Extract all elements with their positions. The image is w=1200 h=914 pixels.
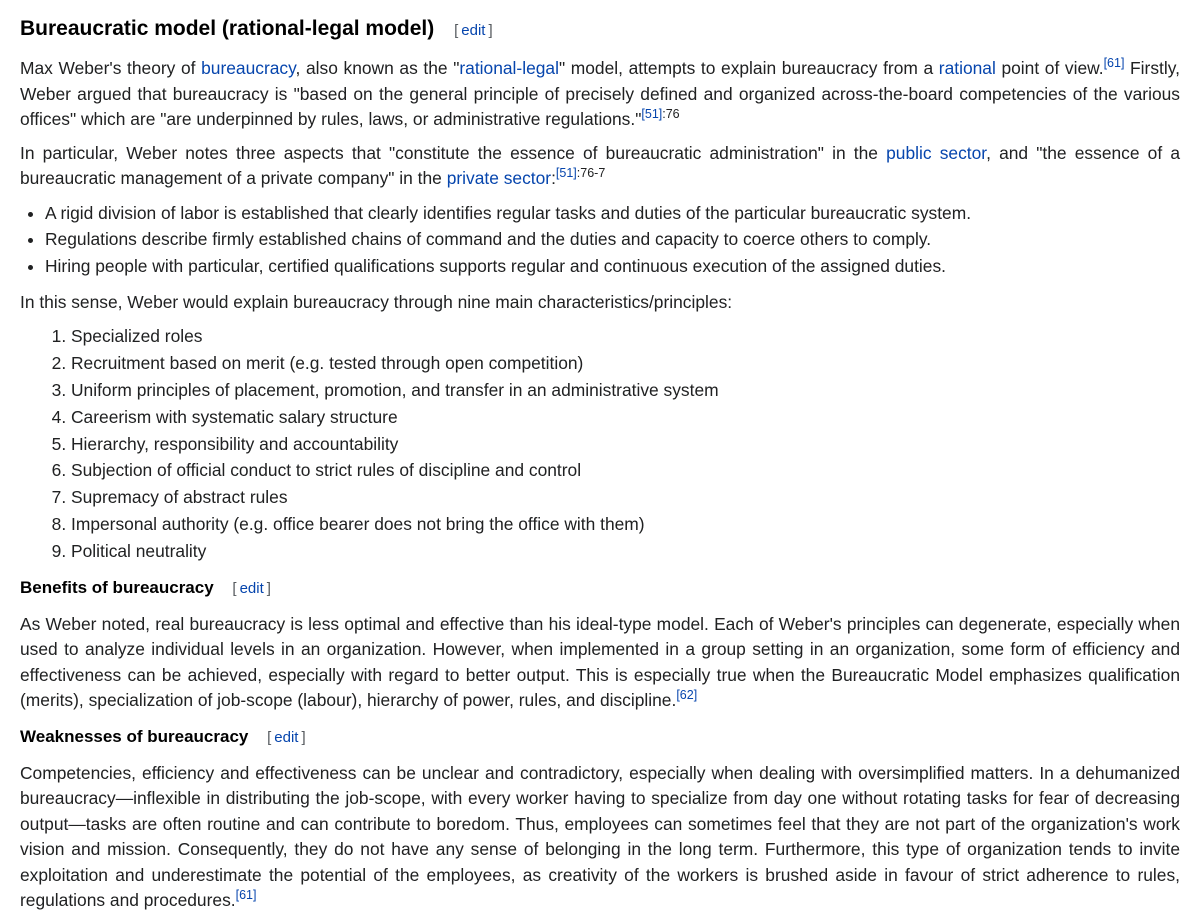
weaknesses-paragraph: Competencies, efficiency and effectiveness can be unclear and contradictory, especially when dealing with oversimplified matters. In a dehumanized bureaucracy—inflexible in distributing the job-scope, with every worker having to specialize from day one without rotating tasks for fear of decreasing output—tasks are often routine and can contribute to boredom. Thus, employees can sometimes feel that they are not part of the organization's work vision and mission. Consequently, they do not have any sense of belonging in the long term. Furthermore, this type of organization tends to invite exploitation and underestimate the potential of the employees, as creativity of the workers is brushed aside in favour of strict adherence to rules, regulations and procedures.[61] — [20, 762, 1180, 911]
subsection-heading-benefits — [20, 575, 1180, 602]
aspects-paragraph: In particular, Weber notes three aspects that "constitute the essence of bureaucratic administration" in the public sector, and "the essence of a bureaucratic management of a private company" in the private sector:$^{[51]:76-7}$ — [20, 142, 1181, 188]
principles-intro: In this sense, Weber would explain bureaucracy through nine main characteristics/principles: — [20, 291, 733, 312]
list-item: 9. Political neutrality — [71, 538, 1180, 565]
citation-link[interactable]: [51] — [641, 107, 663, 122]
list-item: 2. Recruitment based on merit (e.g. tested through open competition) — [71, 350, 1180, 377]
edit-section: [ edit ] — [267, 728, 306, 746]
list-item: • A rigid division of labor is established that clearly identifies regular tasks and duties of the particular bureaucratic system. — [45, 200, 1180, 227]
link-bureaucracy[interactable]: bureaucracy — [201, 58, 296, 78]
list-item: 3. Uniform principles of placement, promotion, and transfer in an administrative system — [71, 377, 1180, 404]
link-public-sector[interactable]: public sector — [886, 142, 987, 163]
list-item: 7. Supremacy of abstract rules — [71, 484, 1180, 511]
edit-section: [ edit ] — [454, 22, 493, 39]
subsection-title: Weaknesses of bureaucracy — [20, 726, 249, 746]
citation-link[interactable]: [61] — [235, 888, 257, 903]
intro-paragraph: Max Weber's theory of bureaucracy, also known as the "rational-legal" model, attempts to explain bureaucracy from a rational point of view.[61] Firstly, Weber argued that bureaucracy is "based on the general principle of precisely defined and organized across-the-board competencies of the various offices" which are "are underpinned by rules, laws, or administrative regulations."$^{[51]:76}$ — [20, 56, 1180, 129]
citation-link[interactable]: [62] — [676, 688, 698, 703]
list-item: 6. Subjection of official conduct to strict rules of discipline and control — [71, 457, 1180, 484]
link-rational-legal[interactable]: rational-legal — [459, 58, 559, 78]
citation: [51]:76-7 — [555, 166, 606, 181]
section-title: Bureaucratic model (rational-legal model) — [20, 17, 435, 40]
citation-link[interactable]: [51] — [555, 166, 577, 181]
citation — [236, 888, 257, 902]
link-rational[interactable]: rational — [938, 58, 996, 78]
edit-section: [ edit ] — [232, 579, 271, 597]
list-item: • Hiring people with particular, certified qualifications supports regular and continuous execution of the assigned duties. — [45, 253, 1180, 280]
benefits-paragraph: As Weber noted, real bureaucracy is less optimal and effective than his ideal-type model. Each of Weber's principles can degenerate, especially when used to analyze individual levels in an organization. However, when implemented in a group setting in an organization, some form of efficiency and effectiveness can be achieved, especially with regard to better output. This is especially true when the Bureaucratic Model emphasizes qualification (merits), specialization of job-scope (labour), hierarchy of power, rules, and discipline.[62] — [20, 613, 1180, 711]
list-item: 5. Hierarchy, responsibility and accountability — [71, 431, 1180, 458]
link-private-sector[interactable]: private sector — [446, 168, 552, 188]
list-item: 4. Careerism with systematic salary structure — [71, 404, 1180, 431]
citation-link[interactable]: [61] — [1103, 56, 1125, 71]
list-item: • Regulations describe firmly established chains of command and the duties and capacity to coerce others to comply. — [45, 226, 1180, 253]
subsection-title: Benefits of bureaucracy — [20, 577, 214, 597]
list-item: 1. Specialized roles — [71, 323, 1180, 350]
subsection-heading-weaknesses — [20, 724, 1180, 751]
edit-link[interactable]: edit — [461, 22, 486, 39]
edit-link[interactable]: edit — [274, 728, 299, 746]
citation — [676, 688, 697, 702]
edit-link[interactable]: edit — [239, 579, 264, 597]
citation: [51]:76 — [641, 107, 680, 122]
list-item: 8. Impersonal authority (e.g. office bearer does not bring the office with them) — [71, 511, 1180, 538]
principles-list — [71, 323, 1180, 564]
citation — [1104, 56, 1125, 70]
aspects-list — [45, 200, 1180, 280]
section-heading — [20, 14, 1180, 46]
